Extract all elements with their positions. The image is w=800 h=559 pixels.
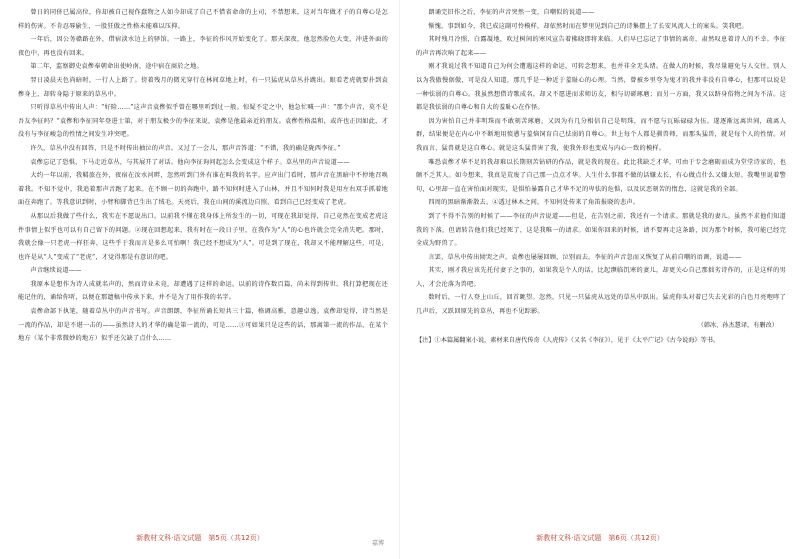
paragraph: 曾日的同侪已属高位，你却被自己视作蠢物之人如今却成了自己不惜省命命的上司，不禁想来，这对当年做才子的自尊心是怎样的伤害。不肯忍辱偷生，一股狂傲之性格未能难以压抑。: [18, 9, 388, 30]
paragraph: 朗诵完旧作之后，李征的声音突然一变，自嘲似的说道——: [428, 9, 595, 16]
source-credit: （韩冰、孙杰慧译，有删改）: [697, 321, 778, 329]
paragraph: 第二年，监察御史袁傪奉朝命出使岭南，途中宿在商於之地。: [30, 63, 203, 71]
paragraph: 唯恐袁傪才华不足的我却难以长期刻苦钻研的作品，就是我的现在。此比我缺乏才华，可由于专念磨砺而成为堂堂诗家的，也颇不乏其人。如今想来，我真是荒废了自己那一点点才华。人生什么事都不做的话嫌太长，有心做点什么又嫌太短。我嘴里说着警句，心里却一直在害怕面对现实，是惧怕暴露自己才华不足的卑怯的危惧，以及厌恶刻苦的惰怠，这就是我的全部。: [416, 158, 786, 193]
paragraph: 翌日凌晨天色尚暗时，一行人上路了。傍着残月的微光穿行在林间草地上时，有一只猛虎从草丛扑跳出。眼看老虎就要扑到袁傪身上，却转身隐于原来的草丛中。: [18, 76, 388, 98]
annotation-note: 【注】①本篇属翻案小说，素材来自唐代传奇《人虎传》（又名《李征》），见于《太平广记》《古今说海》等书。: [416, 337, 720, 345]
watermark: 嘉博: [372, 540, 385, 547]
paragraph: 惭愧。事到如今，我已成这副可怜模样，却依然时而在梦里见到自己的诗集摆上了长安风流人士的案头。笑我吧。: [428, 22, 748, 30]
paragraph: 声音继续说道——: [30, 267, 82, 275]
page-footer: 新教材文科·语文试题 第5页（共12页）: [136, 534, 264, 542]
paragraph: 因为害怕自己并非明珠而不敢刻苦琢磨，又因为有几分相信自己是明珠，而不愿与瓦砾碌碌为伍。遂逐渐远离世间，疏离人群，结果便是在内心中不断地用愤懑与羞恼饲育自己怯弱的自尊心。世上每个人都是驯兽师，而那头猛兽，就是每个人的性情。对我而言，猛兽就是这自尊心。就是这头猛兽害了我，使我外形也变成与内心一致的模样。: [416, 117, 786, 152]
paragraph: 数时后，一行人登上山丘，回首眺望。忽然，只见一只猛虎从远处的草丛中跃出。猛虎仰头对着已失去光彩的白色月亮咆哮了几声后，又跃回原先的草丛，再也不见踪影。: [416, 294, 786, 316]
paragraph: 刚才我说过我不知道自己为何会遭遇这样的命运，可转念想来，也并非全无头绪。在做人的时候，我尽量避免与人交往。别人以为我傲慢倨傲，可是没人知道，那几乎是一种近于羞耻心的心理。当然，曾被乡里夸为鬼才的我并非没有自尊心，但那可以说是一种怯弱的自尊心。我虽然想借诗歌成名，却又不愿进而求师访友，相与切磋琢磨；而另一方面，我又以跻身俗物之间为不洁。这都是我怯弱的自尊心和自大的羞耻心在作怪。: [416, 63, 786, 112]
paragraph: 其时残月冷照，白露凝地，吹过树间的寒风宣告着拂晓即将来临。人们早已忘记了事情的离奇，肃然叹息着诗人的不幸。李征的声音再次响了起来——: [416, 36, 786, 57]
paragraph: 一年后，因公务赣路在外，借宿淡水边上的驿馆。一路上，李征的作风开始变化了。那天深夜，他忽然脸色大变，冲进外面的夜色中，再也没有回来。: [18, 36, 388, 57]
paragraph: 四周的黑暗渐渐散去。④透过林木之间，不知何处传来了角笛报晓的悲声。: [428, 199, 640, 207]
paragraph: 到了不得不告别的时候了——李征的声音说道——但是，在告别之前，我还有一个请求。那就是我的妻儿。虽然不求他们知道我的下落，但请转告他们我已经死了，这是我唯一的请求。如果你回来的时候，请不要再走这条路，因为那个时候，我可能已经完全成为野兽了。: [416, 212, 786, 248]
paragraph: 许久，草丛中没有回答，只是不时传出抽泣的声音。又过了一会儿，那声音答道：“不错，我的确是陇西李征。”: [30, 144, 341, 152]
paragraph: 袁傪命部下执笔，随着草丛中的声音书写。声音朗朗，李征所诵长短共三十篇，格调高雅，意趣卓逸。袁傪却觉得，诗当然是一流的作品，却是不堪一击的——虽然诗人的才华的确是第一流的，可是……③可如果只是这些的话，那离第一流的作品，在某个地方（某个非常微妙的地方）似乎还欠缺了点什么……: [18, 308, 388, 343]
paragraph: 其实，刚才我应该先托付妻子之事的，如果我是个人的话。比起濒临饥寒的妻儿，却更关心自己那拙劣诗作的，正是这样的男人，才会沦落为兽吧。: [416, 267, 786, 288]
paragraph: 我原本是想作为诗人成就名声的，然而诗业未竟，却遭遇了这样的命运。以前的诗作数百篇，尚未得到传世。我打算把现在还能记住的，诵给你听，以便在那遗稿中传承下来，并不是为了用作我的名字。: [18, 280, 388, 302]
paragraph: 从那以后我做了些什么，我实在不愿说出口。以前我不懂在我身体上所发生的一切，可现在我却觉得，自己竟然在变成老虎这件事情上似乎也可以有自己留下的问题。②现在回想起来，我有时在一段日子里，在我作为“人”的心也许就会完全消失吧。那时，我就会像一只老虎一样狂奔，这些乎于我而言是多么可怕啊！我已经不想成为“人”。可是到了现在，我却又不能理解这些，可是，也许是从“人”变成了“老虎”，才觉得那是有意识的吧。: [18, 212, 388, 261]
page-footer: 新教材文科·语文试题 第6页（共12页）: [536, 534, 664, 542]
paragraph: 只听得草丛中传出人声：“好险……”这声音袁傪似乎曾在哪里听到过一般。惊疑不定之中，他急忙喊一声：“那个声音，莫不是吾友李征吗？”袁傪和李征同年登进士第，对于朋友极少的李征来说，袁傪是他最亲近的朋友。袁傪性格温和，或许也正因如此，才没有与李征峻急的性情之间发生冲突吧。: [18, 104, 388, 139]
right-page: [400, 0, 800, 559]
paragraph: 大约一年以前，我羁旅在外，夜宿在汝水河畔，忽然听到门外有谁在叫我的名字。应声出门看时，那声音在黑暗中不停地召唤着我。不知不觉中，我追着那声音跑了起来。在不顾一切的奔跑中，路不知何时进入了山林，并且不知何时我是用左右双手抓着地面在奔跑了。等我意识到时，小臂和脚背已生出了绒毛。天亮后，我在山间的溪流边自照，看到自己已经变成了老虎。: [18, 172, 388, 207]
paragraph: 言罢，草丛中传出恸哭之声。袁傪也屡屡回顾，泣别而去。李征的声音忽而又恢复了从前自嘲的语调，说道——: [428, 253, 742, 261]
paragraph: 袁傪忘记了恐惧，下马走近草丛，与其展开了对话。他向李征询问起怎么会变成这个样子。草丛里的声音说道——: [30, 158, 350, 166]
